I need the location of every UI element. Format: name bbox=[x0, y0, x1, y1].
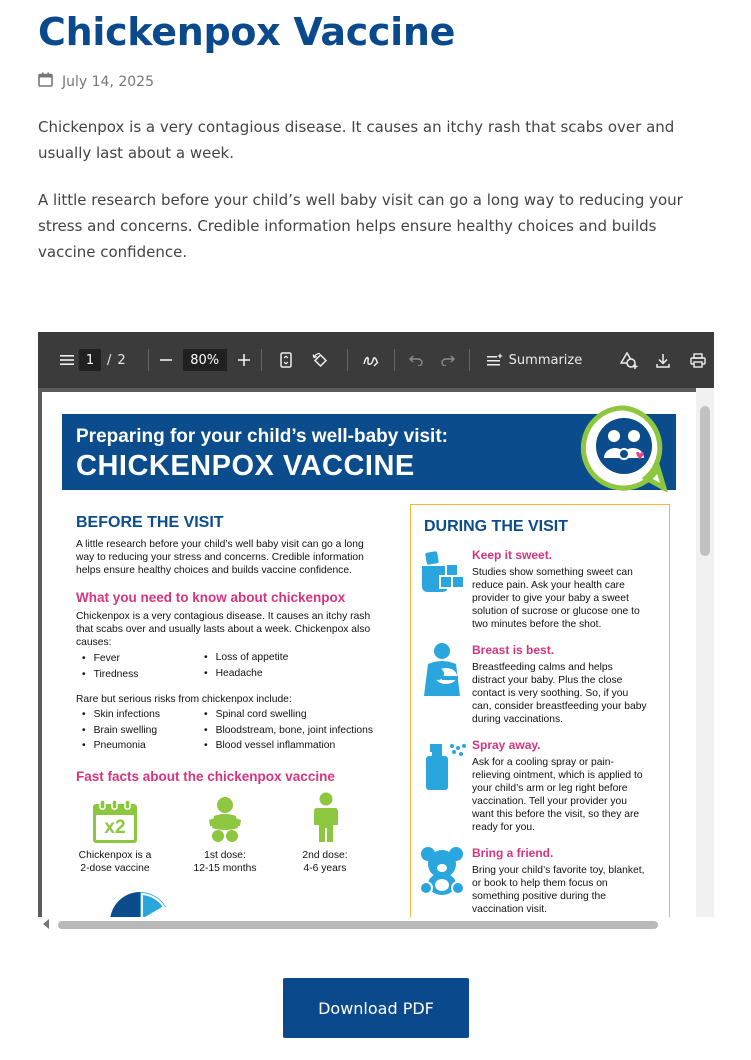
fit-page-icon[interactable] bbox=[280, 346, 292, 374]
pdf-document-area[interactable] bbox=[38, 388, 714, 917]
text-line: 2-dose vaccine bbox=[80, 863, 150, 874]
risks-intro: Rare but serious risks from chickenpox include: bbox=[76, 694, 292, 705]
before-visit-heading: BEFORE THE VISIT bbox=[76, 514, 224, 531]
sugar-cubes-icon bbox=[420, 550, 466, 599]
text-line: want this before the visit, so they are bbox=[472, 809, 640, 820]
know-text bbox=[76, 610, 370, 649]
text-line: solution of sucrose or glucose one to bbox=[472, 606, 640, 617]
toolbar-divider bbox=[347, 349, 348, 371]
text-line: provider to give your baby a sweet bbox=[472, 593, 629, 604]
download-icon[interactable] bbox=[656, 346, 670, 374]
download-pdf-button[interactable]: Download PDF bbox=[283, 978, 469, 1038]
risks-list-1 bbox=[82, 707, 160, 754]
undo-icon[interactable] bbox=[409, 346, 423, 374]
vertical-scroll-thumb[interactable] bbox=[700, 406, 710, 556]
list-item: • Blood vessel inflammation bbox=[204, 738, 373, 754]
text-line: Breastfeeding calms and helps bbox=[472, 662, 613, 673]
horizontal-scrollbar[interactable] bbox=[38, 917, 714, 932]
pie-chart-icon bbox=[110, 892, 170, 917]
text-line: 2nd dose: bbox=[302, 850, 348, 861]
before-visit-text bbox=[76, 538, 364, 577]
text-line: Studies show something sweet can bbox=[472, 567, 633, 578]
breastfeeding-icon bbox=[420, 642, 466, 703]
text-line: that scabs over and usually lasts about a week. Chickenpox also bbox=[76, 624, 371, 635]
text-line: Bring your child’s favorite toy, blanket, bbox=[472, 865, 645, 876]
print-icon[interactable] bbox=[690, 346, 706, 374]
toolbar-divider bbox=[261, 349, 262, 371]
text-line: Chickenpox is a bbox=[78, 850, 152, 861]
list-item: • Loss of appetite bbox=[204, 650, 288, 666]
list-item: • Spinal cord swelling bbox=[204, 707, 373, 723]
spray-bottle-icon bbox=[424, 742, 468, 797]
text-line: reduce pain. Ask your health care bbox=[472, 580, 625, 591]
baby-icon bbox=[208, 796, 242, 849]
list-item: • Headache bbox=[204, 666, 288, 682]
text-line: causes: bbox=[76, 637, 112, 648]
text-line: 4-6 years bbox=[303, 863, 347, 874]
fact-2-label bbox=[170, 849, 280, 875]
fact-3-label bbox=[270, 849, 380, 875]
summarize-icon bbox=[486, 353, 503, 368]
text-line: vaccination visit. bbox=[472, 904, 547, 915]
text-line: Ask for a cooling spray or pain- bbox=[472, 757, 614, 768]
symptoms-list-2 bbox=[204, 650, 288, 681]
text-line: your child’s arm or leg right before bbox=[472, 783, 628, 794]
list-item: • Pneumonia bbox=[82, 738, 160, 754]
summarize-label: Summarize bbox=[508, 352, 583, 368]
calendar-x2-icon bbox=[92, 800, 138, 844]
fast-facts-heading: Fast facts about the chickenpox vaccine bbox=[76, 769, 335, 784]
post-date bbox=[38, 72, 154, 91]
text-line: during vaccinations. bbox=[472, 714, 564, 725]
intro-paragraph-2: A little research before your child’s well baby visit can go a long way to reducing your stress and concerns. Credible information helps ensure healthy choices and builds vaccine confidence. bbox=[38, 191, 683, 261]
banner-subtitle: Preparing for your child’s well-baby visit: bbox=[76, 426, 448, 447]
vertical-scrollbar[interactable] bbox=[696, 388, 714, 917]
page-separator: / bbox=[107, 352, 112, 368]
pdf-page bbox=[42, 392, 696, 917]
text-line: 1st dose: bbox=[204, 850, 246, 861]
calendar-icon bbox=[38, 72, 53, 91]
list-item: • Tiredness bbox=[82, 667, 138, 683]
add-shapes-icon[interactable] bbox=[620, 346, 638, 374]
text-line: vaccination. Tell your provider you bbox=[472, 796, 627, 807]
draw-icon[interactable] bbox=[362, 346, 380, 374]
list-item: • Skin infections bbox=[82, 707, 160, 723]
list-item: • Fever bbox=[82, 651, 138, 667]
rotate-icon[interactable] bbox=[312, 346, 329, 374]
toolbar-divider bbox=[148, 349, 149, 371]
list-item: • Bloodstream, bone, joint infections bbox=[204, 723, 373, 739]
list-item: • Brain swelling bbox=[82, 723, 160, 739]
page-title: Chickenpox Vaccine bbox=[38, 10, 456, 54]
text-line: Chickenpox is a very contagious disease. It causes an itchy rash bbox=[76, 611, 371, 622]
tip-3-text bbox=[472, 756, 643, 834]
zoom-out-button[interactable] bbox=[159, 346, 173, 374]
summarize-button[interactable] bbox=[486, 346, 583, 374]
text-line: distract your baby. Plus the close bbox=[472, 675, 623, 686]
pdf-viewer bbox=[38, 332, 714, 932]
calendar-x2-text: x2 bbox=[104, 817, 126, 838]
text-line: 12-15 months bbox=[193, 863, 257, 874]
scroll-left-icon bbox=[42, 919, 50, 929]
teddy-bear-icon bbox=[418, 846, 466, 901]
text-line: or book to help them focus on bbox=[472, 878, 608, 889]
pdf-toolbar bbox=[38, 332, 714, 388]
text-line: ready for you. bbox=[472, 822, 535, 833]
family-chat-logo-icon bbox=[580, 404, 668, 497]
text-line: contact is very soothing. So, if you bbox=[472, 688, 629, 699]
text-line: helps ensure healthy choices and builds vaccine confidence. bbox=[76, 565, 352, 576]
horizontal-scroll-thumb[interactable] bbox=[58, 921, 658, 929]
risks-list-2 bbox=[204, 707, 373, 754]
page-number-input[interactable]: 1 bbox=[79, 349, 101, 371]
symptoms-list-1 bbox=[82, 651, 138, 682]
post-date-text: July 14, 2025 bbox=[62, 73, 154, 90]
text-line: A little research before your child’s well baby visit can go a long bbox=[76, 539, 364, 550]
toolbar-divider bbox=[469, 349, 470, 371]
text-line: something positive during the bbox=[472, 891, 606, 902]
text-line: relieving ointment, which is applied to bbox=[472, 770, 643, 781]
banner-title: CHICKENPOX VACCINE bbox=[76, 450, 415, 482]
tip-4-title: Bring a friend. bbox=[472, 846, 554, 860]
zoom-in-button[interactable] bbox=[237, 346, 251, 374]
intro-paragraph-1: Chickenpox is a very contagious disease. It causes an itchy rash that scabs over and usually last about a week. bbox=[38, 118, 675, 162]
tip-1-title: Keep it sweet. bbox=[472, 548, 553, 562]
redo-icon[interactable] bbox=[441, 346, 455, 374]
tip-4-text bbox=[472, 864, 644, 916]
tip-2-text bbox=[472, 661, 647, 726]
text-line: can, consider breastfeeding your baby bbox=[472, 701, 647, 712]
during-visit-heading: DURING THE VISIT bbox=[424, 518, 569, 535]
fact-1-label bbox=[60, 849, 170, 875]
tip-3-title: Spray away. bbox=[472, 738, 541, 752]
zoom-level-input[interactable]: 80% bbox=[183, 349, 227, 371]
text-line: two minutes before the shot. bbox=[472, 619, 602, 630]
tip-1-text bbox=[472, 566, 640, 631]
child-icon bbox=[312, 792, 340, 849]
total-pages: 2 bbox=[117, 352, 126, 368]
tip-2-title: Breast is best. bbox=[472, 643, 555, 657]
menu-icon[interactable] bbox=[60, 346, 74, 374]
toolbar-divider bbox=[394, 349, 395, 371]
know-heading: What you need to know about chickenpox bbox=[76, 590, 346, 605]
text-line: way to reducing your stress and concerns. Credible information bbox=[76, 552, 364, 563]
